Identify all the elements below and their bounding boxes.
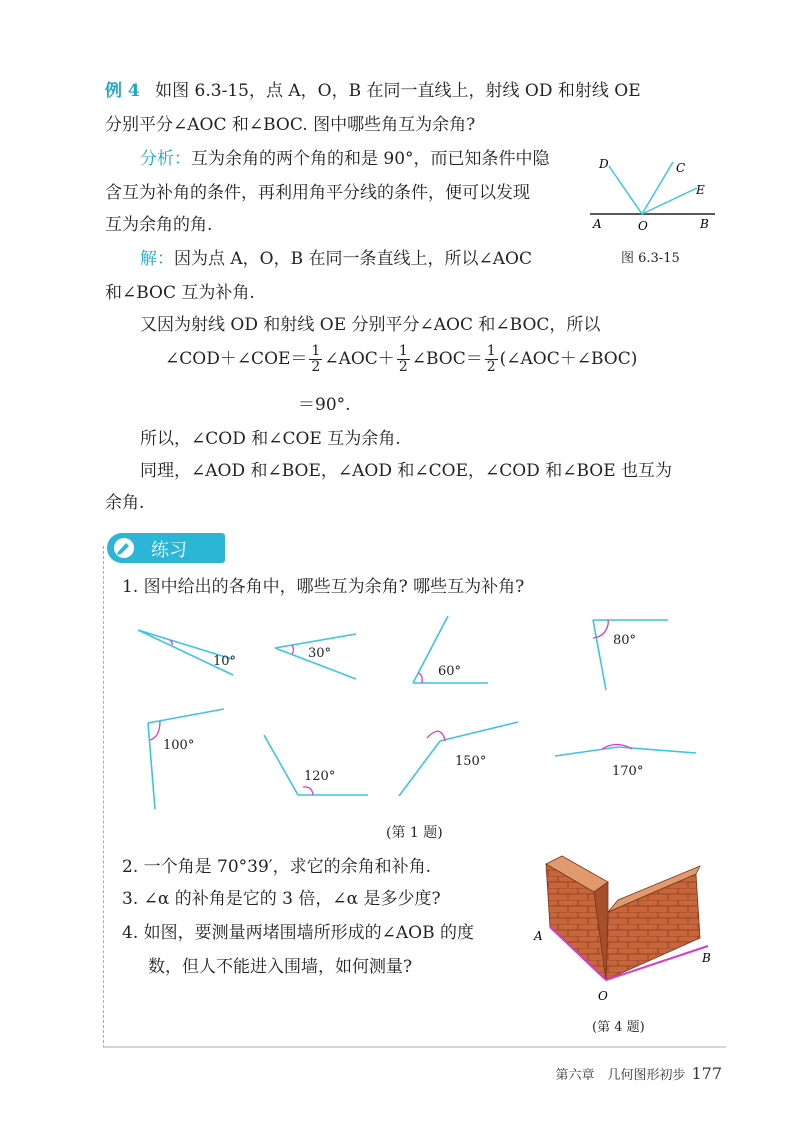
- analysis-text-3: 互为余角的角.: [105, 215, 213, 235]
- label-a: A: [593, 217, 602, 231]
- frac-3: [485, 344, 498, 375]
- equation-line-2: ＝90°.: [298, 395, 351, 415]
- frac-den: 2: [398, 359, 408, 375]
- footer-chapter: 第六章 几何图形初步: [555, 1068, 686, 1083]
- frac-num: 1: [398, 343, 408, 359]
- wall-label-o: O: [598, 989, 608, 1003]
- solution-text-6: 余角.: [105, 493, 145, 513]
- angle-label-150: 150°: [455, 754, 487, 769]
- wall-label-b: B: [702, 951, 711, 965]
- angle-label-120: 120°: [304, 769, 336, 784]
- q1-caption: (第 1 题): [386, 825, 443, 841]
- frac-den: 2: [311, 359, 321, 375]
- angle-label-100: 100°: [163, 738, 195, 753]
- wall-figure: [528, 852, 718, 1008]
- analysis-text-1: 互为余角的两个角的和是 90°，而已知条件中隐: [191, 149, 550, 169]
- analysis-line-1: [140, 146, 550, 172]
- practice-q4-line1: 4. 如图，要测量两堵围墙所形成的∠AOB 的度: [122, 923, 474, 943]
- solution-line-1: [140, 246, 532, 272]
- practice-q3: 3. ∠α 的补角是它的 3 倍，∠α 是多少度?: [122, 889, 441, 909]
- example-line-1: [105, 78, 641, 104]
- solution-text-3: 又因为射线 OD 和射线 OE 分别平分∠AOC 和∠BOC，所以: [140, 315, 601, 335]
- page-number: 177: [691, 1064, 722, 1083]
- practice-q1: 1. 图中给出的各角中，哪些互为余角? 哪些互为补角?: [122, 577, 525, 597]
- label-d: D: [599, 157, 609, 171]
- example-text-1: 如图 6.3-15，点 A，O，B 在同一直线上，射线 OD 和射线 OE: [155, 81, 641, 101]
- angle-label-80: 80°: [613, 633, 637, 648]
- frac-1: [309, 344, 322, 375]
- label-c: C: [676, 161, 686, 175]
- pencil-icon: [113, 537, 137, 559]
- solution-text-5: 同理，∠AOD 和∠BOE，∠AOD 和∠COE，∠COD 和∠BOE 也互为: [140, 461, 673, 481]
- ray-od: [609, 166, 642, 214]
- figure-6-3-15: [585, 148, 725, 238]
- frac-2: [397, 344, 410, 375]
- eq-term-2: ∠BOC＝: [411, 349, 483, 369]
- angle-label-170: 170°: [612, 764, 644, 779]
- analysis-text-2: 含互为补角的条件，再利用角平分线的条件，便可以发现: [105, 183, 530, 203]
- label-o: O: [638, 219, 648, 233]
- angles-figure: [120, 608, 720, 818]
- label-b: B: [700, 217, 709, 231]
- frac-den: 2: [486, 359, 496, 375]
- example-text-2: 分别平分∠AOC 和∠BOC. 图中哪些角互为余角?: [105, 115, 476, 135]
- practice-title: 练习: [151, 540, 187, 561]
- frac-num: 1: [311, 343, 321, 359]
- angle-label-10: 10°: [213, 654, 237, 669]
- figure-caption: 图 6.3-15: [621, 251, 680, 266]
- frac-num: 1: [486, 343, 496, 359]
- solution-text-4: 所以，∠COD 和∠COE 互为余角.: [140, 429, 401, 449]
- q4-caption: (第 4 题): [592, 1020, 645, 1035]
- solution-text-1: 因为点 A，O，B 在同一条直线上，所以∠AOC: [174, 249, 532, 269]
- solution-label: 解：: [140, 249, 174, 269]
- solution-text-2: 和∠BOC 互为补角.: [105, 283, 255, 303]
- wall-label-a: A: [534, 929, 543, 943]
- practice-tab: [107, 533, 225, 563]
- angle-label-60: 60°: [438, 664, 462, 679]
- practice-q2: 2. 一个角是 70°39′，求它的余角和补角.: [122, 857, 432, 877]
- example-label: 例 4: [105, 81, 140, 101]
- angle-label-30: 30°: [308, 646, 332, 661]
- analysis-label: 分析：: [140, 149, 191, 169]
- eq-term-3: (∠AOC＋∠BOC): [499, 349, 638, 369]
- page-footer: [555, 1064, 722, 1083]
- eq-left: ∠COD＋∠COE＝: [165, 349, 308, 369]
- equation-line-1: [165, 342, 637, 376]
- practice-q4-line2: 数，但人不能进入围墙，如何测量?: [148, 957, 413, 977]
- eq-term-1: ∠AOC＋: [324, 349, 395, 369]
- label-e: E: [696, 183, 705, 197]
